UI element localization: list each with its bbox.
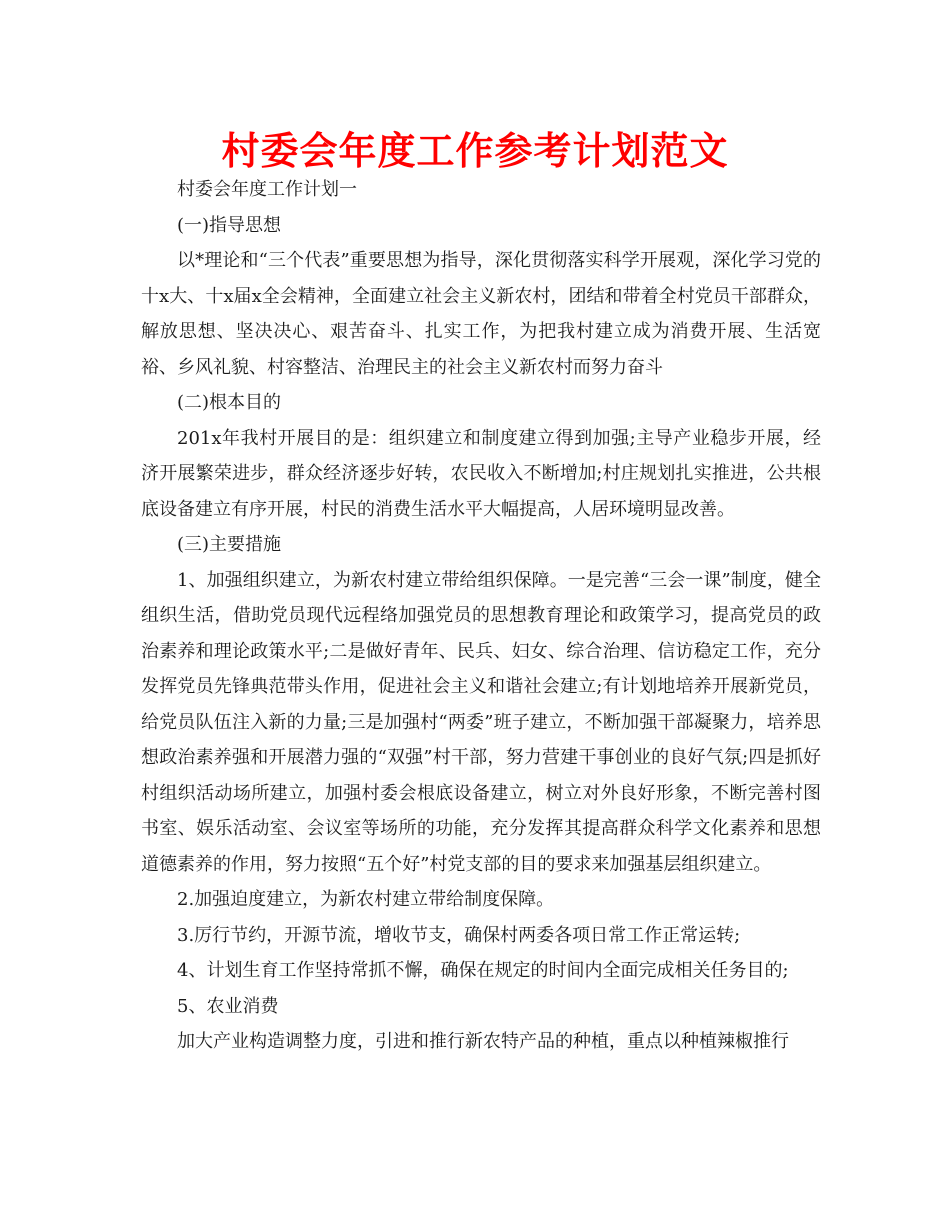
paragraph-section-basic-goal: (二)根本目的 bbox=[177, 392, 282, 413]
paragraph-measure-4: 4、计划生育工作坚持常抓不懈，确保在规定的时间内全面完成相关任务目的; bbox=[177, 960, 789, 981]
paragraph-basic-goal: 201x年我村开展目的是：组织建立和制度建立得到加强;主导产业稳步开展，经济开展繁荣进步，群众经济逐步好转，农民收入不断增加;村庄规划扎实推进，公共根底设备建立有序开展，村民的消费生活水平大幅提高，人居环境明显改善。 bbox=[141, 427, 821, 520]
paragraph-plan-heading: 村委会年度工作计划一 bbox=[177, 179, 357, 200]
paragraph-guiding-thought: 以*理论和“三个代表”重要思想为指导，深化贯彻落实科学开展观，深化学习党的十x大、十x届x全会精神，全面建立社会主义新农村，团结和带着全村党员干部群众，解放思想、坚决决心、艰苦奋斗、扎实工作，为把我村建立成为消费开展、生活宽裕、乡风礼貌、村容整洁、治理民主的社会主义新农村而努力奋斗 bbox=[141, 250, 821, 378]
document-title: 村委会年度工作参考计划范文 bbox=[221, 128, 729, 173]
paragraph-measure-2: 2.加强迫度建立，为新农村建立带给制度保障。 bbox=[177, 889, 555, 910]
paragraph-agriculture: 加大产业构造调整力度，引进和推行新农特产品的种植，重点以种植辣椒推行 bbox=[177, 1031, 789, 1052]
paragraph-section-guiding-thought: (一)指导思想 bbox=[177, 214, 282, 236]
document-body bbox=[141, 172, 821, 1060]
paragraph-measure-5-heading: 5、农业消费 bbox=[177, 995, 279, 1017]
paragraph-section-main-measures: (三)主要措施 bbox=[177, 534, 282, 555]
paragraph-measure-3: 3.厉行节约，开源节流，增收节支，确保村两委各项日常工作正常运转; bbox=[177, 924, 741, 946]
paragraph-measure-1: 1、加强组织建立，为新农村建立带给组织保障。一是完善“三会一课”制度，健全组织生活，借助党员现代远程络加强党员的思想教育理论和政策学习，提高党员的政治素养和理论政策水平;二是做好青年、民兵、妇女、综合治理、信访稳定工作，充分发挥党员先锋典范带头作用，促进社会主义和谐社会建立;有计划地培养开展新党员，给党员队伍注入新的力量;三是加强村“两委”班子建立，不断加强干部凝聚力，培养思想政治素养强和开展潜力强的“双强”村干部，努力营建干事创业的良好气氛;四是抓好村组织活动场所建立，加强村委会根底设备建立，树立对外良好形象，不断完善村图书室、娱乐活动室、会议室等场所的功能，充分发挥其提高群众科学文化素养和思想道德素养的作用，努力按照“五个好”村党支部的目的要求来加强基层组织建立。 bbox=[141, 569, 821, 875]
